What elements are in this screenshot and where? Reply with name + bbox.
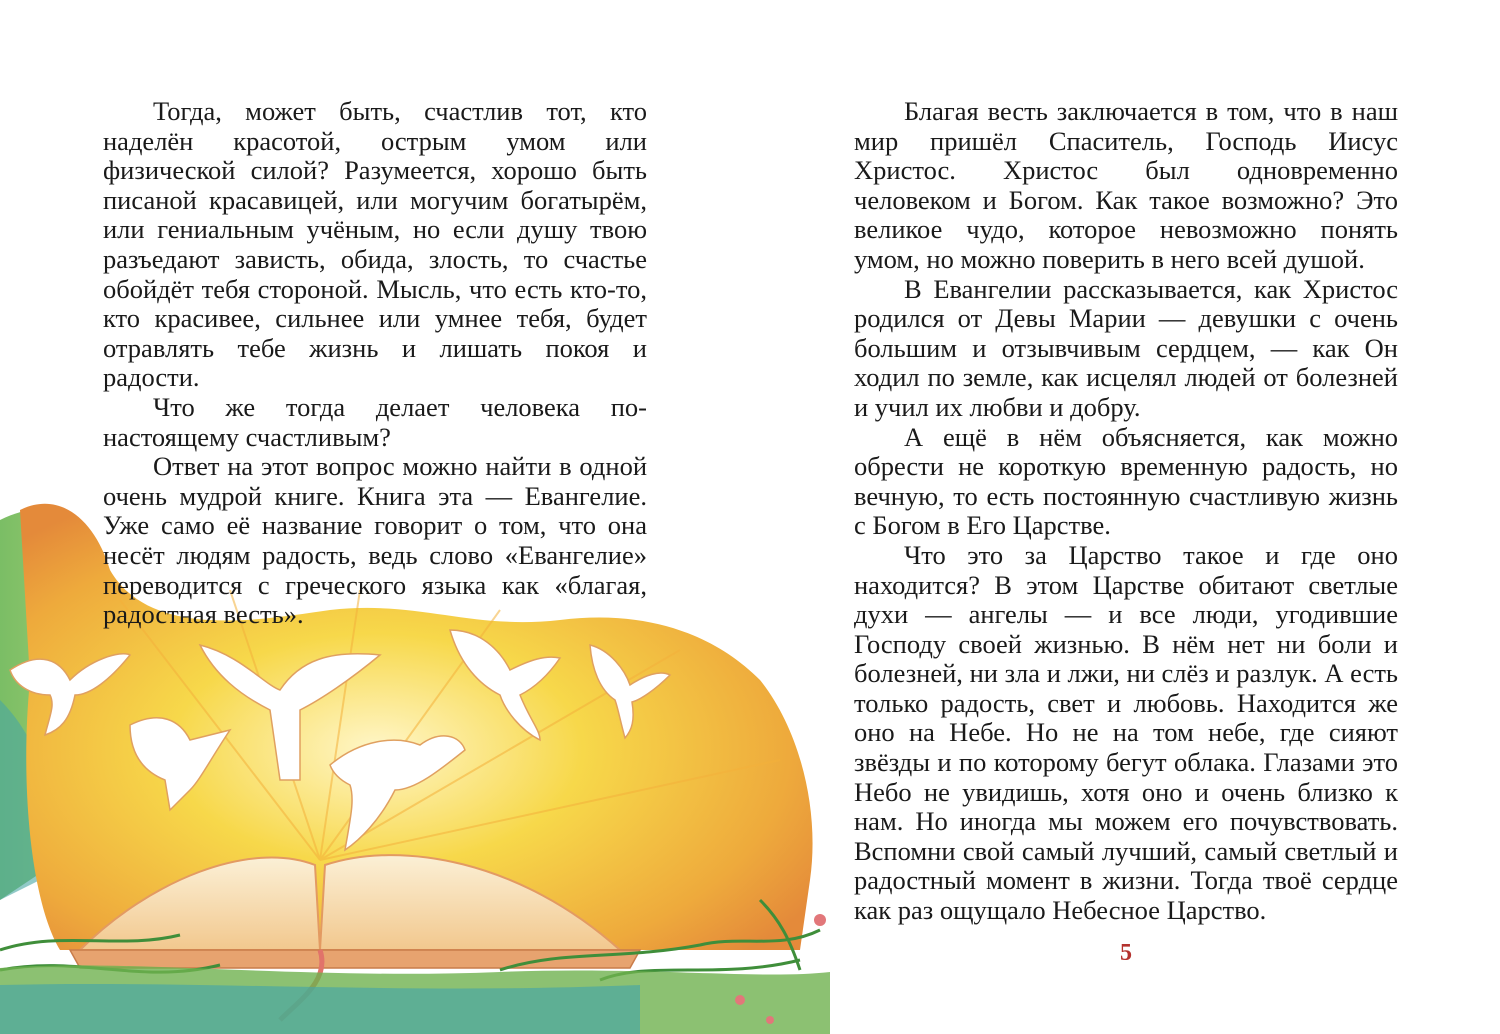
- right-paragraph-4: Что это за Царство такое и где оно находится? В этом Царстве обитают светлые духи — ангелы — и все люди, угодившие Господу своей жизнью. В нём нет ни боли и болезней, ни зла и лжи, ни слёз и разлук. А есть только радость, свет и любовь. Находится же оно на Небе. Но не на том небе, где сияют звёзды и по которому бегут облака. Глазами это Небо не увидишь, хотя оно и очень близко к нам. Но иногда мы можем его почувствовать. Вспомни свой самый лучший, самый светлый и радостный момент в жизни. Тогда твоё сердце как раз ощущало Небесное Царство.: [854, 539, 1398, 926]
- teal-strip: [0, 984, 640, 1034]
- left-paragraph-3: Ответ на этот вопрос можно найти в одной очень мудрой книге. Книга эта — Евангелие. Уже само её название говорит о том, что она несёт людям радость, ведь слово «Евангелие» переводится с греческого языка как «благая, радостная весть».: [103, 451, 647, 630]
- right-page-text: [854, 97, 1398, 926]
- right-paragraph-3: А ещё в нём объясняется, как можно обрести не короткую временную радость, но вечную, то есть постоянную счастливую жизнь с Богом в Его Царстве.: [854, 421, 1398, 541]
- page-number: 5: [1120, 940, 1132, 966]
- left-page-text: [103, 97, 647, 630]
- left-paragraph-1: Тогда, может быть, счастлив тот, кто наделён красотой, острым умом или физической силой? Разумеется, хорошо быть писаной красавицей, или могучим богатырём, или гениальным учёным, но если душу твою разъедают зависть, обида, злость, то счастье обойдёт тебя стороной. Мысль, что есть кто-то, кто красивее, сильнее или умнее тебя, будет отравлять тебе жизнь и лишать покоя и радости.: [103, 96, 647, 393]
- right-paragraph-2: В Евангелии рассказывается, как Христос родился от Девы Марии — девушки с очень большим и отзывчивым сердцем, — как Он ходил по земле, как исцелял людей от болезней и учил их любви и добру.: [854, 273, 1398, 422]
- left-paragraph-2: Что же тогда делает человека по-настоящему счастливым?: [103, 391, 647, 452]
- right-paragraph-1: Благая весть заключается в том, что в наш мир пришёл Спаситель, Господь Иисус Христос. Христос был одновременно человеком и Богом. Как такое возможно? Это великое чудо, которое невозможно понять умом, но можно поверить в него всей душой.: [854, 96, 1398, 274]
